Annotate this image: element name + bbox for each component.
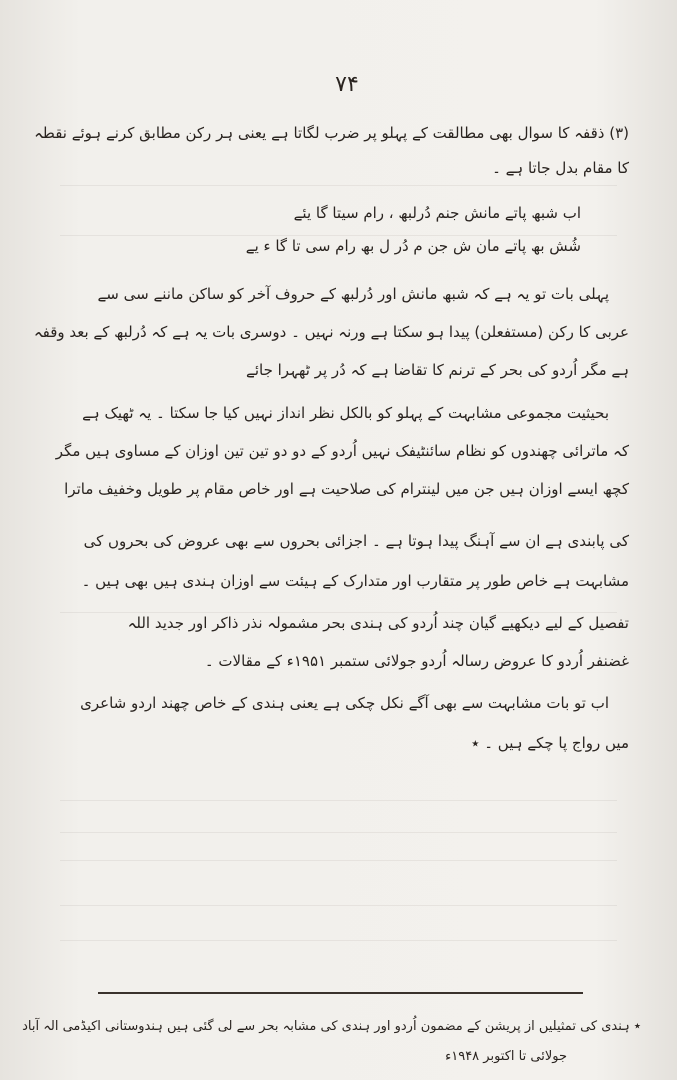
- text-line: تفصیل کے لیے دیکھیے گیان چند اُردو کی ہندی بحر مشمولہ نذر ذاکر اور جدید اللہ: [127, 614, 629, 632]
- text-line: مشابہت ہے خاص طور پر متقارب اور متدارک کے ہیئت سے اوزان ہندی ہیں بھی ہیں ۔: [81, 572, 629, 590]
- text-line: کا مقام بدل جاتا ہے ۔: [492, 159, 629, 177]
- footnote-separator: [98, 992, 583, 994]
- footnote-line: ٭ ہندی کی تمثیلیں از پریشن کے مضمون اُردو اور ہندی کی مشابہ بحر سے لی گئی ہیں ہندوستانی اکیڈمی الہ آباد: [22, 1019, 641, 1034]
- verse-scansion-line: شُش بھ پاتے مان ش جن م دُر ل بھ رام سی تا گا ء یے: [245, 237, 581, 255]
- footnote-line: جولائی تا اکتوبر ۱۹۴۸ء: [445, 1049, 567, 1064]
- text-line: اب تو بات مشابہت سے بھی آگے نکل چکی ہے یعنی ہندی کے خاص چھند اردو شاعری: [80, 694, 609, 712]
- verse-line: اب شبھ پاتے مانش جنم دُرلبھ ، رام سیتا گا یئے: [293, 204, 581, 222]
- text-line: کچھ ایسے اوزان ہیں جن میں لینترام کی صلاحیت ہے اور خاص مقام پر طویل وخفیف ماترا: [64, 480, 629, 498]
- text-line: ہے مگر اُردو کی بحر کے ترنم کا تقاضا ہے کہ دُر پر ٹھہرا جائے: [246, 361, 629, 379]
- text-line: (۳) ذقفہ کا سوال بھی مطالقت کے پہلو پر ضرب لگاتا ہے یعنی ہر رکن مطابق کرنے ہوئے نقطہ: [34, 124, 629, 142]
- text-line: میں رواج پا چکے ہیں ۔ ٭: [471, 734, 629, 752]
- text-line: کی پابندی ہے ان سے آہنگ پیدا ہوتا ہے ۔ اجزائی بحروں سے بھی عروض کی بحروں کی: [83, 532, 629, 550]
- text-line: بحیثیت مجموعی مشابہت کے پہلو کو بالکل نظر انداز نہیں کیا جا سکتا ۔ یہ ٹھیک ہے: [82, 404, 609, 422]
- text-line: پہلی بات تو یہ ہے کہ شبھ مانش اور دُرلبھ کے حروف آخر کو ساکن ماننے سی سے: [97, 285, 609, 303]
- page-number: ۷۴: [335, 72, 359, 97]
- text-line: عربی کا رکن (مستفعلن) پیدا ہو سکتا ہے ورنہ نہیں ۔ دوسری بات یہ ہے کہ دُرلبھ کے بعد وقفہ: [33, 323, 629, 341]
- text-line: کہ ماترائی چھندوں کو نظام سائنٹیفک نہیں اُردو کے دو دو تین تین اوزان کے مساوی ہیں مگر: [55, 442, 629, 460]
- text-line: غضنفر اُردو کا عروض رسالہ اُردو جولائی ستمبر ۱۹۵۱ء کے مقالات ۔: [204, 652, 629, 670]
